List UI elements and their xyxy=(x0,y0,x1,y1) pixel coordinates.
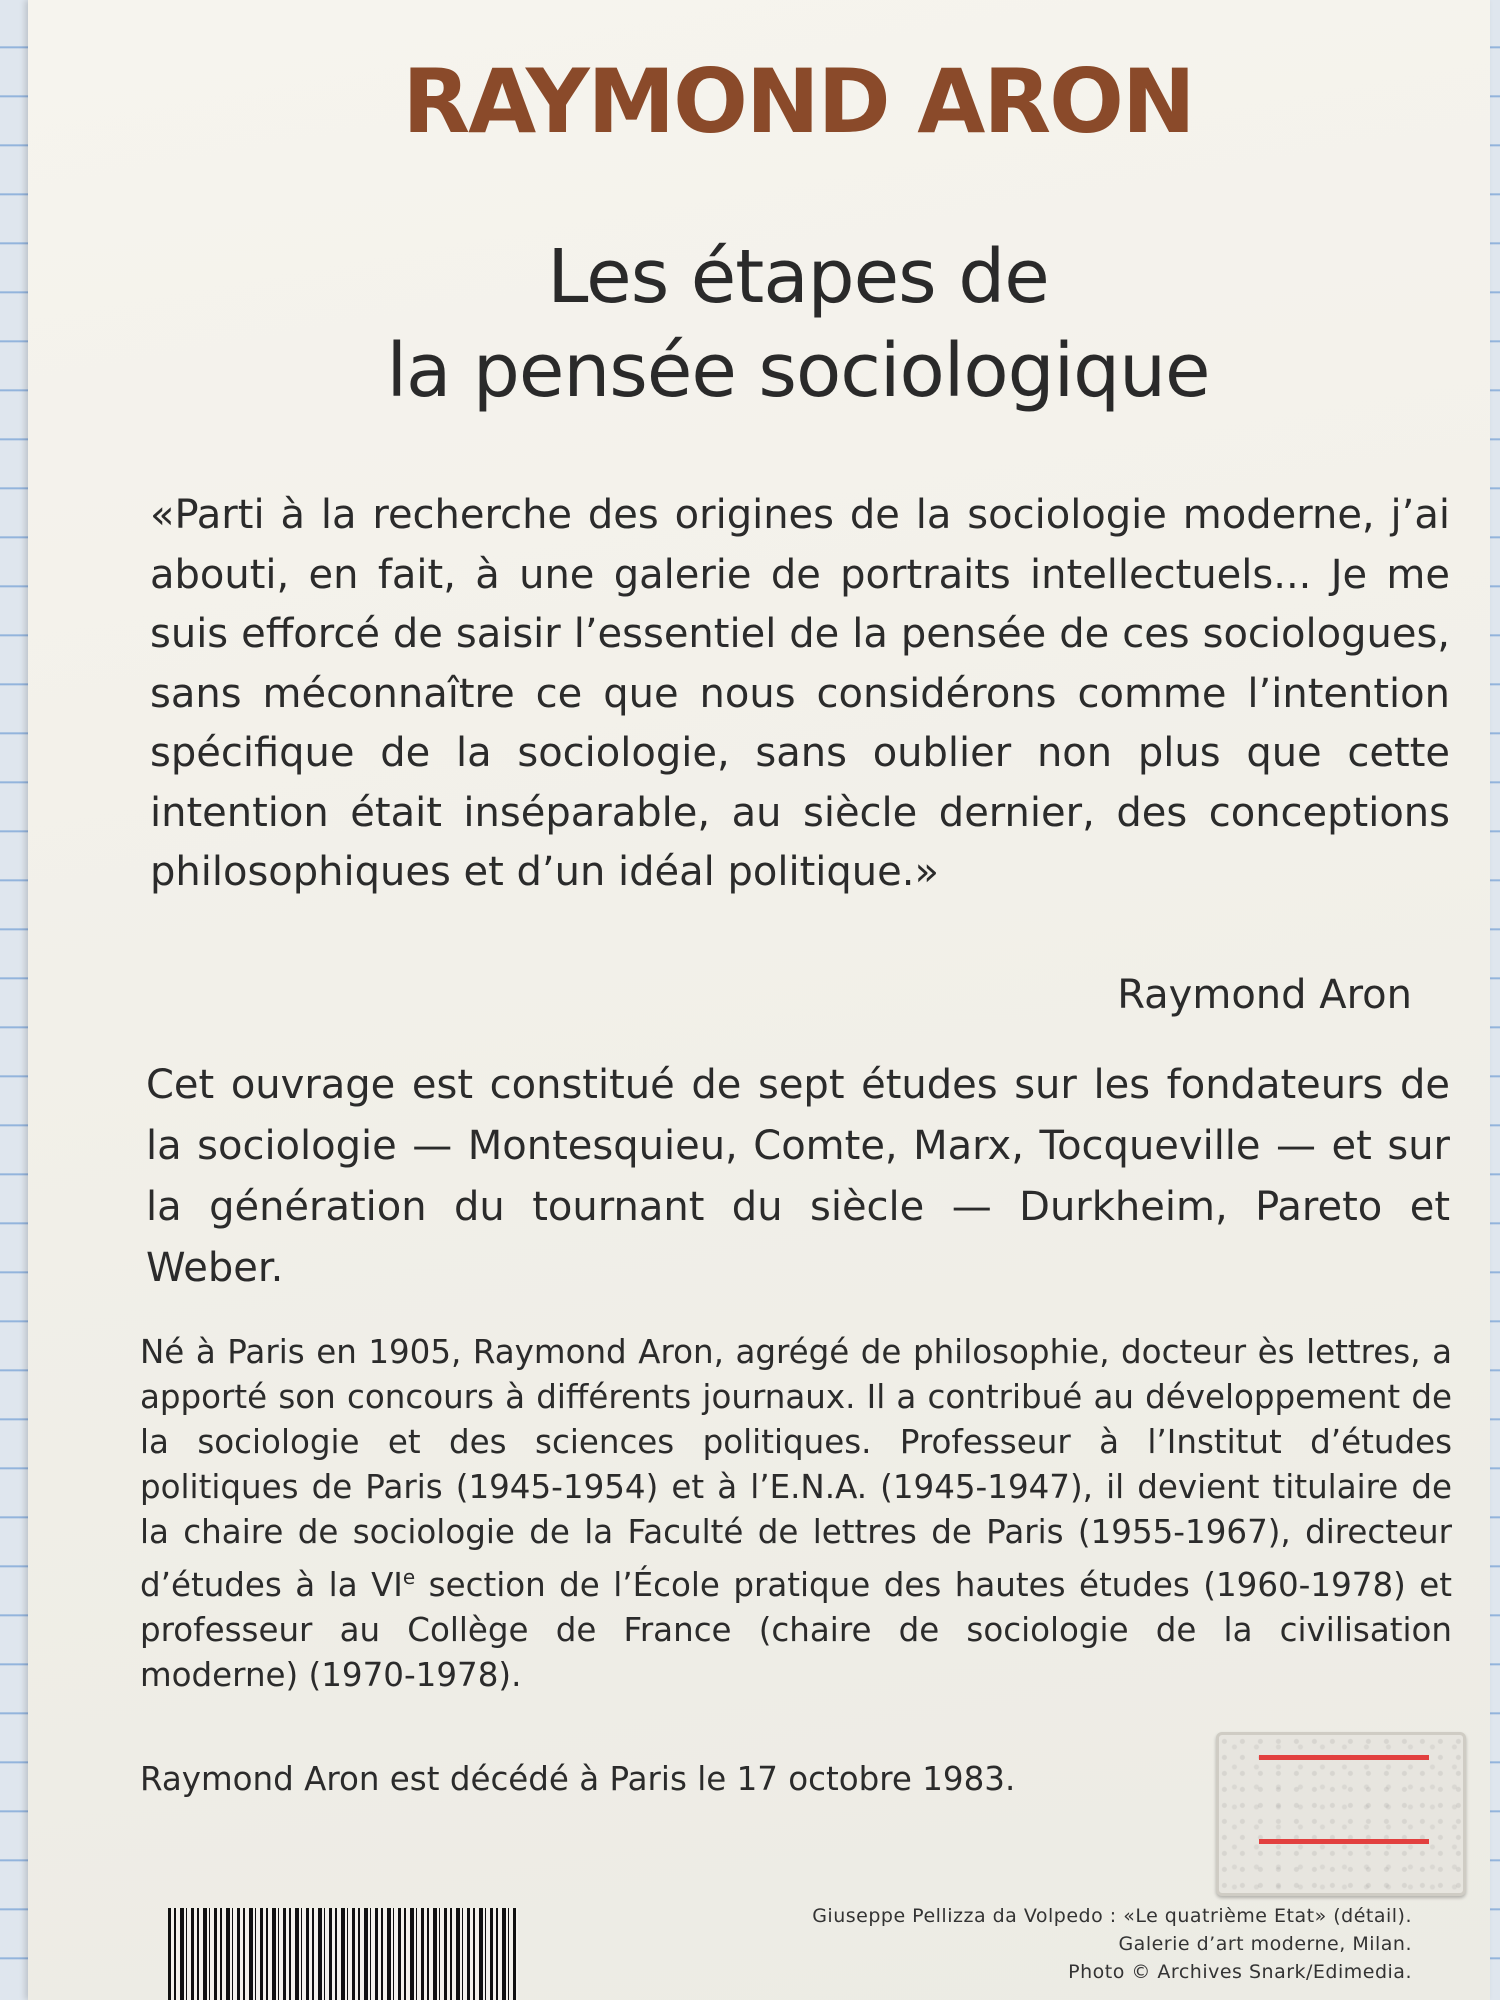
bio-superscript: e xyxy=(402,1565,416,1589)
author-name: RAYMOND ARON xyxy=(402,50,1194,153)
sticker-red-line-bottom xyxy=(1259,1839,1429,1844)
sticker-red-line-top xyxy=(1259,1755,1429,1760)
quote-attribution: Raymond Aron xyxy=(1117,972,1412,1018)
bio-text-part-2: section de l’École pratique des hautes études (1960-1978) et professeur au Collège de France (chaire de sociologie de la civilisation moderne) (1970-1978). xyxy=(140,1565,1452,1694)
bio-text-part-1: Né à Paris en 1905, Raymond Aron, agrégé de philosophie, docteur ès lettres, a apporté son concours à différents journaux. Il a contribué au développement de la sociologie et des sciences politiques. Professeur à l’Institut d’études politiques de Paris (1945-1954) et à l’E.N.A. (1945-1947), il devient titulaire de la chaire de sociologie de la Faculté de lettres de Paris (1955-1967), directeur d’études à la VI xyxy=(140,1333,1452,1604)
book-title xyxy=(28,230,1500,418)
credit-line-2: Galerie d’art moderne, Milan. xyxy=(1118,1933,1412,1955)
credit-line-3: Photo © Archives Snark/Edimedia. xyxy=(1068,1961,1412,1983)
death-note: Raymond Aron est décédé à Paris le 17 octobre 1983. xyxy=(140,1760,1016,1798)
author-quote: «Parti à la recherche des origines de la sociologie moderne, j’ai abouti, en fait, à une galerie de portraits intellectuels... Je me suis efforcé de saisir l’essentiel de la pensée de ces sociologues, sans méconnaître ce que nous considérons comme l’intention spécifique de la sociologie, sans oublier non plus que cette intention était inséparable, au siècle dernier, des conceptions philosophiques et d’un idéal politique.» xyxy=(150,492,1450,895)
title-line-1: Les étapes de xyxy=(547,234,1049,320)
barcode xyxy=(168,1908,518,2000)
title-line-2: la pensée sociologique xyxy=(386,328,1210,414)
author-biography xyxy=(140,1330,1452,1698)
image-credits xyxy=(812,1902,1412,1986)
book-description: Cet ouvrage est constitué de sept études sur les fondateurs de la sociologie — Montesquieu, Comte, Marx, Tocqueville — et sur la génération du tournant du siècle — Durkheim, Pareto et Weber. xyxy=(146,1062,1450,1291)
price-sticker xyxy=(1216,1732,1466,1896)
credit-line-1: Giuseppe Pellizza da Volpedo : «Le quatrième Etat» (détail). xyxy=(812,1905,1412,1927)
book-back-cover xyxy=(28,0,1490,2000)
